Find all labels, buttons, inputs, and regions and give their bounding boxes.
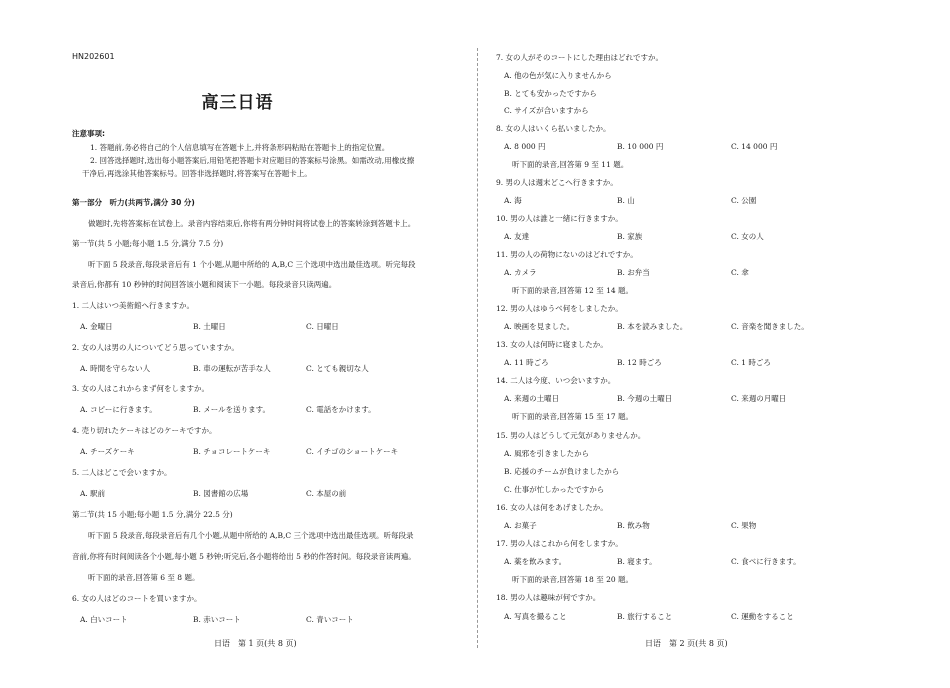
section-note: 听下面的录音,回答第 15 至 17 题。 bbox=[512, 412, 634, 421]
question-text: 5. 二人はどこで会いますか。 bbox=[72, 468, 172, 477]
option-a: A. 金曜日 bbox=[80, 322, 113, 331]
option-a: A. 来週の土曜日 bbox=[504, 394, 560, 403]
section2-desc: 听下面 5 段录音,每段录音后有几个小题,从题中所给的 A,B,C 三个选项中选出最佳选项。听每段录 bbox=[88, 531, 414, 540]
option-a: A. 友達 bbox=[504, 232, 530, 241]
section2-note: 听下面的录音,回答第 6 至 8 题。 bbox=[88, 573, 200, 582]
option-b: B. チョコレートケーキ bbox=[193, 447, 271, 456]
option-b: B. とても安かったですから bbox=[504, 89, 597, 98]
option-b: B. 12 時ごろ bbox=[617, 358, 662, 367]
option-a: A. 11 時ごろ bbox=[504, 358, 549, 367]
section2-title: 第二节(共 15 小题;每小题 1.5 分,满分 22.5 分) bbox=[72, 510, 233, 519]
option-a: A. 薬を飲みます。 bbox=[504, 557, 567, 566]
option-b: B. 寝ます。 bbox=[617, 557, 657, 566]
option-c: C. 傘 bbox=[731, 268, 749, 277]
page-footer: 日语 第 1 页(共 8 页) bbox=[214, 639, 297, 648]
section-note: 听下面的录音,回答第 12 至 14 题。 bbox=[512, 286, 634, 295]
question-text: 3. 女の人はこれからまず何をしますか。 bbox=[72, 384, 210, 393]
question-text: 11. 男の人の荷物にないのはどれですか。 bbox=[496, 250, 638, 259]
question-text: 7. 女の人がそのコートにした理由はどれですか。 bbox=[496, 53, 664, 62]
option-a: A. 8 000 円 bbox=[504, 142, 546, 151]
option-a: A. 駅前 bbox=[80, 489, 106, 498]
page-title: 高三日语 bbox=[201, 93, 274, 113]
notice-item: 1. 答题前,务必将自己的个人信息填写在答题卡上,并将条形码粘贴在答题卡上的指定位置。 bbox=[90, 143, 390, 152]
option-b: B. 家族 bbox=[617, 232, 643, 241]
question-text: 12. 男の人はゆうべ何をしましたか。 bbox=[496, 304, 623, 313]
option-c: C. 公園 bbox=[731, 196, 757, 205]
option-b: B. お弁当 bbox=[617, 268, 650, 277]
page-2 bbox=[480, 0, 950, 688]
option-b: B. 応援のチームが負けましたから bbox=[504, 467, 620, 476]
option-c: C. 14 000 円 bbox=[731, 142, 778, 151]
notice-heading: 注意事项: bbox=[72, 129, 105, 138]
option-a: A. 白いコート bbox=[80, 615, 128, 624]
option-b: B. メールを送ります。 bbox=[193, 405, 271, 414]
question-text: 16. 女の人は何をあげましたか。 bbox=[496, 503, 608, 512]
option-b: B. 10 000 円 bbox=[617, 142, 664, 151]
option-b: B. 赤いコート bbox=[193, 615, 241, 624]
question-text: 1. 二人はいつ美術館へ行きますか。 bbox=[72, 301, 195, 310]
option-c: C. 日曜日 bbox=[306, 322, 339, 331]
option-b: B. 旅行すること bbox=[617, 612, 673, 621]
section-note: 听下面的录音,回答第 9 至 11 题。 bbox=[512, 160, 629, 169]
option-a: A. 映画を見ました。 bbox=[504, 322, 575, 331]
question-text: 8. 女の人はいくら払いましたか。 bbox=[496, 124, 611, 133]
option-c: C. 食べに行きます。 bbox=[731, 557, 801, 566]
option-c: C. 青いコート bbox=[306, 615, 354, 624]
option-b: B. 本を読みました。 bbox=[617, 322, 688, 331]
question-text: 6. 女の人はどのコートを買いますか。 bbox=[72, 594, 202, 603]
option-c: C. 果物 bbox=[731, 521, 757, 530]
question-text: 9. 男の人は週末どこへ行きますか。 bbox=[496, 178, 618, 187]
exam-code: HN202601 bbox=[72, 52, 115, 61]
option-c: C. 1 時ごろ bbox=[731, 358, 771, 367]
option-c: C. 電話をかけます。 bbox=[306, 405, 376, 414]
notice-item: 干净后,再选涂其他答案标号。回答非选择题时,将答案写在答题卡上。 bbox=[82, 169, 312, 178]
option-c: C. とても親切な人 bbox=[306, 364, 369, 373]
option-a: A. カメラ bbox=[504, 268, 537, 277]
option-c: C. 仕事が忙しかったですから bbox=[504, 485, 605, 494]
section1-desc: 听下面 5 段录音,每段录音后有 1 个小题,从题中所给的 A,B,C 三个选项中选出最佳选项。听完每段 bbox=[88, 260, 416, 269]
question-text: 2. 女の人は男の人についてどう思っていますか。 bbox=[72, 343, 239, 352]
question-text: 17. 男の人はこれから何をしますか。 bbox=[496, 539, 623, 548]
section-note: 听下面的录音,回答第 18 至 20 题。 bbox=[512, 575, 634, 584]
question-text: 15. 男の人はどうして元気がありませんか。 bbox=[496, 431, 646, 440]
option-c: C. サイズが合いますから bbox=[504, 106, 589, 115]
option-c: C. 本屋の前 bbox=[306, 489, 347, 498]
section1-title: 第一节(共 5 小题;每小题 1.5 分,满分 7.5 分) bbox=[72, 239, 224, 248]
option-c: C. 来週の月曜日 bbox=[731, 394, 787, 403]
option-c: C. イチゴのショートケーキ bbox=[306, 447, 399, 456]
option-c: C. 女の人 bbox=[731, 232, 764, 241]
question-text: 13. 女の人は何時に寝ましたか。 bbox=[496, 340, 608, 349]
column-divider bbox=[477, 48, 478, 648]
notice-item: 2. 回答选择题时,选出每小题答案后,用铅笔把答题卡对应题目的答案标号涂黑。如需改动,用橡皮擦 bbox=[90, 156, 415, 165]
option-b: B. 土曜日 bbox=[193, 322, 226, 331]
option-a: A. 海 bbox=[504, 196, 522, 205]
section1-desc: 录音后,你都有 10 秒钟的时间回答该小题和阅读下一小题。每段录音只读两遍。 bbox=[72, 280, 337, 289]
question-text: 14. 二人は今度、いつ会いますか。 bbox=[496, 376, 616, 385]
option-b: B. 車の運転が苦手な人 bbox=[193, 364, 271, 373]
option-a: A. チーズケーキ bbox=[80, 447, 135, 456]
section2-desc: 音前,你将有时间阅读各个小题,每小题 5 秒钟;听完后,各小题将给出 5 秒的作答时间。每段录音读两遍。 bbox=[72, 552, 416, 561]
option-b: B. 今週の土曜日 bbox=[617, 394, 673, 403]
option-a: A. 写真を撮ること bbox=[504, 612, 567, 621]
question-text: 4. 売り切れたケーキはどのケーキですか。 bbox=[72, 426, 217, 435]
question-text: 18. 男の人は趣味が何ですか。 bbox=[496, 593, 601, 602]
option-b: B. 飲み物 bbox=[617, 521, 650, 530]
option-b: B. 図書館の広場 bbox=[193, 489, 249, 498]
option-a: A. 風邪を引きましたから bbox=[504, 449, 590, 458]
part1-intro: 做题时,先将答案标在试卷上。录音内容结束后,你将有两分钟时间将试卷上的答案转涂到答题卡上。 bbox=[88, 219, 416, 228]
option-a: A. お菓子 bbox=[504, 521, 537, 530]
part1-heading: 第一部分 听力(共两节,满分 30 分) bbox=[72, 198, 195, 207]
option-a: A. コピーに行きます。 bbox=[80, 405, 157, 414]
option-a: A. 時間を守らない人 bbox=[80, 364, 151, 373]
option-c: C. 音楽を聞きました。 bbox=[731, 322, 809, 331]
option-a: A. 他の色が気に入りませんから bbox=[504, 71, 612, 80]
question-text: 10. 男の人は誰と一緒に行きますか。 bbox=[496, 214, 623, 223]
option-c: C. 運動をすること bbox=[731, 612, 794, 621]
option-b: B. 山 bbox=[617, 196, 635, 205]
page-footer: 日语 第 2 页(共 8 页) bbox=[645, 639, 728, 648]
